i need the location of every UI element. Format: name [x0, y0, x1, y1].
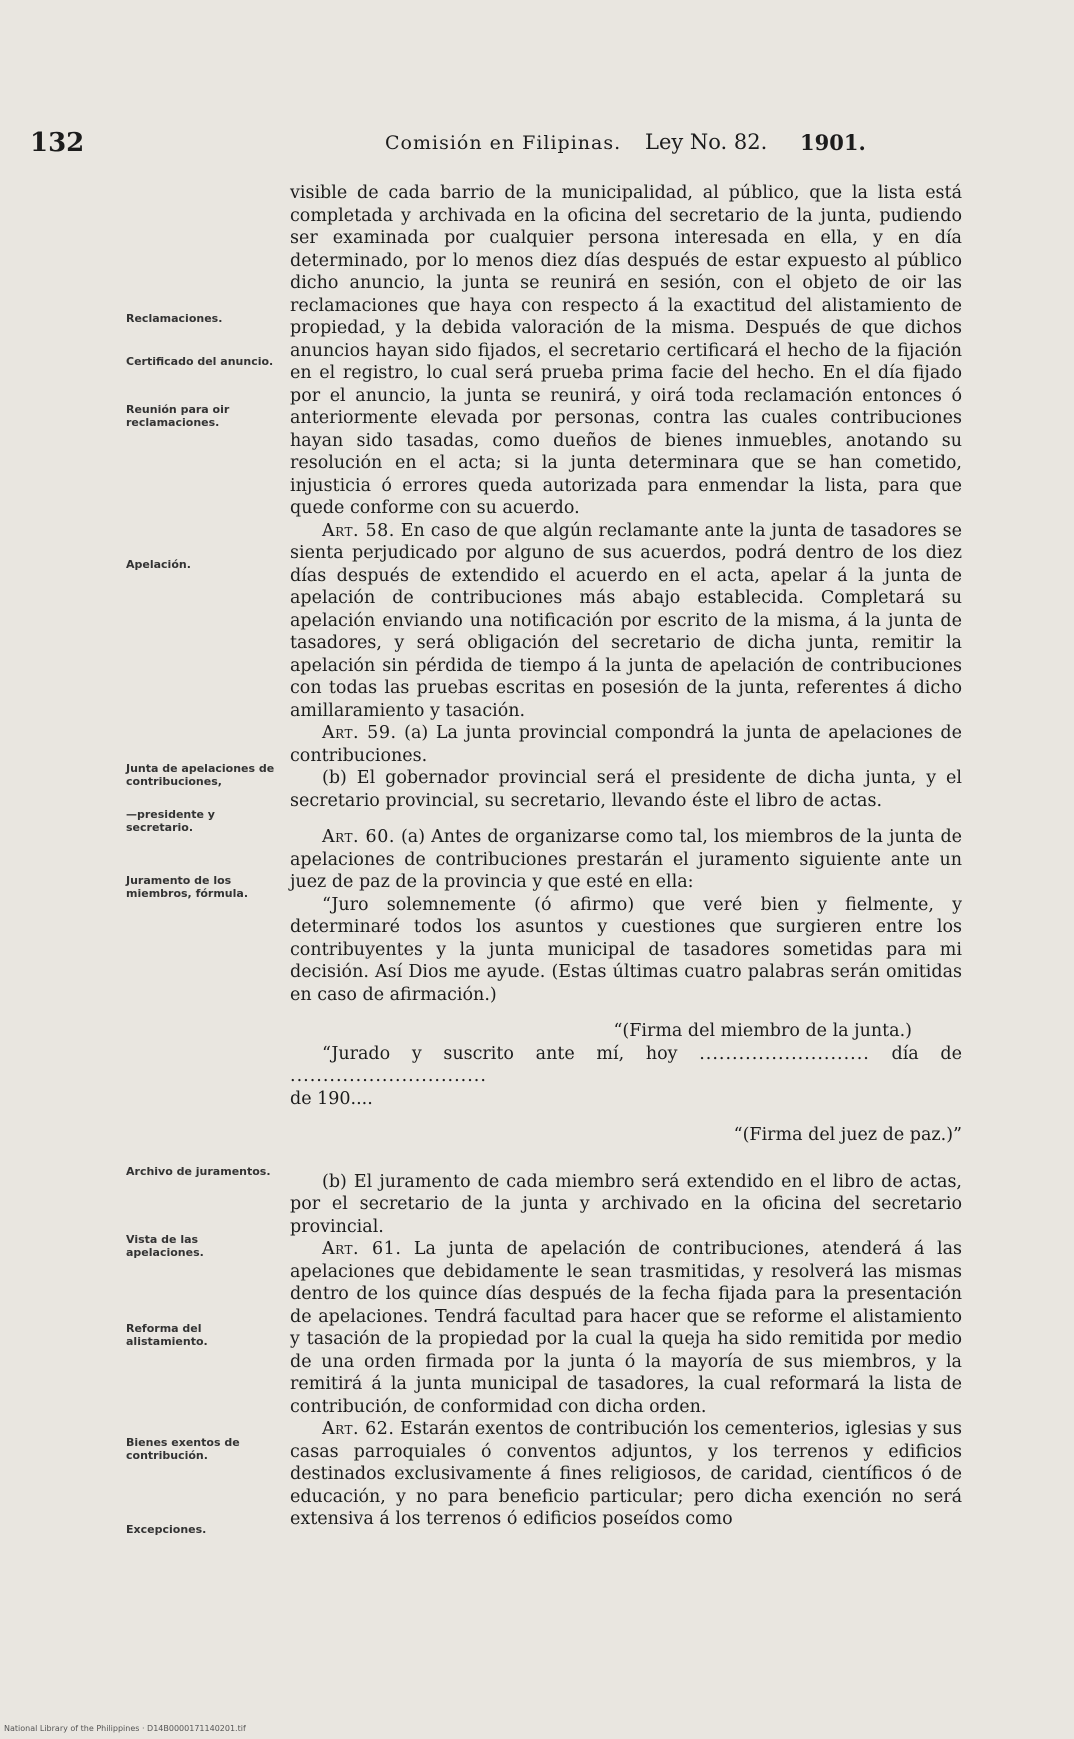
margin-note-reunion: Reunión para oir reclamaciones. [126, 403, 230, 429]
margin-note-presidente: —presidente y secretario. [126, 808, 215, 834]
article-label: Art. 59. [322, 723, 397, 743]
article-label: Art. 61. [322, 1239, 402, 1259]
article-text: Estarán exentos de contribución los cementerios, iglesias y sus casas parroquiales ó conventos adjuntos, y los terrenos y edificios destinados exclusivamente á fines religiosos, de caridad, científicos ó de educación, y no para beneficio particular; pero dicha exención no será extensiva á los terrenos ó edificios poseídos como [290, 1419, 962, 1529]
sworn-line [290, 1043, 962, 1088]
scan-credit: National Library of the Philippines · D14B0000171140201.tif [4, 1724, 246, 1733]
article-text: (a) La junta provincial compondrá la junta de apelaciones de contribuciones. [290, 723, 962, 766]
year: 1901. [800, 130, 866, 155]
article-60b: (b) El juramento de cada miembro será extendido en el libro de actas, por el secretario de la junta y archivado en la oficina del secretario provincial. [290, 1171, 962, 1237]
margin-note-certificado: Certificado del anuncio. [126, 355, 274, 368]
sworn-year: de 190.... [290, 1088, 373, 1109]
margin-note-archivo: Archivo de juramentos. [126, 1165, 271, 1178]
margin-note-junta-apelaciones: Junta de apelaciones de contribuciones, [126, 762, 275, 788]
margin-note-vista: Vista de las apelaciones. [126, 1233, 204, 1259]
article-59b: (b) El gobernador provincial será el presidente de dicha junta, y el secretario provincial, su secretario, llevando éste el libro de actas. [290, 768, 962, 811]
article-label: Art. 60. [322, 827, 395, 847]
article-61 [290, 1238, 962, 1418]
article-label: Art. 62. [322, 1419, 395, 1439]
article-text: (a) Antes de organizarse como tal, los miembros de la junta de apelaciones de contribuciones prestarán el juramento siguiente ante un juez de paz de la provincia y que esté en ella: [290, 827, 962, 892]
blank-month: .............................. [290, 1066, 487, 1086]
article-62 [290, 1418, 962, 1531]
member-signature-line: “(Firma del miembro de la junta.) [613, 1021, 912, 1041]
law-number: Ley No. 82. [645, 130, 768, 154]
sworn-start: “Jurado y suscrito ante mí, hoy [322, 1043, 678, 1064]
body-text [290, 182, 962, 1531]
margin-note-reclamaciones: Reclamaciones. [126, 312, 223, 325]
margin-note-excepciones: Excepciones. [126, 1523, 207, 1536]
paragraph: visible de cada barrio de la municipalidad, al público, que la lista está completada y archivada en la oficina del secretario de la junta, pudiendo ser examinada por cualquier persona interesada en ella, y en día determinado, por lo menos diez días después de estar expuesto al público dicho anuncio, la junta se reunirá en sesión, con el objeto de oir las reclamaciones que haya con respecto á la exactitud del alistamiento de propiedad, y la debida valoración de la misma. Después de que dichos anuncios hayan sido fijados, el secretario certificará el hecho de la fijación en el registro, lo cual será prueba prima facie del hecho. En el día fijado por el anuncio, la junta se reunirá, y oirá toda reclamación entonces ó anteriormente elevada por personas, contra las cuales contribuciones hayan sido tasadas, como dueños de bienes inmuebles, anotando su resolución en el acta; si la junta determinara que se han cometido, injusticia ó errores queda autorizada para enmendar la lista, para que quede conforme con su acuerdo. [290, 183, 962, 518]
oath-text: “Juro solemnemente (ó afirmo) que veré bien y fielmente, y determinaré todos los asuntos y cuestiones que surgieren entre los contribuyentes y la junta municipal de tasadores sometidas para mi decisión. Así Dios me ayude. (Estas últimas cuatro palabras serán omitidas en caso de afirmación.) [290, 894, 962, 1005]
page-header [30, 128, 1060, 158]
article-59a [290, 722, 962, 767]
judge-signature-line: “(Firma del juez de paz.)” [733, 1125, 962, 1145]
article-label: Art. 58. [322, 520, 395, 541]
page-number: 132 [30, 128, 85, 158]
article-text: La junta de apelación de contribuciones, atenderá á las apelaciones que debidamente le sean trasmitidas, y resolverá las mismas dentro de los quince días después de la fecha fijada para la presentación de apelaciones. Tendrá facultad para hacer que se reforme el alistamiento y tasación de la propiedad por la cual la queja ha sido remitida por medio de una orden firmada por la junta ó la mayoría de sus miembros, y la remitirá á la junta municipal de tasadores, la cual reformará la lista de contribución, de conformidad con dicha orden. [290, 1239, 962, 1417]
running-head: Comisión en Filipinas. [385, 132, 622, 154]
margin-note-reforma: Reforma del alistamiento. [126, 1322, 208, 1348]
margin-note-juramento: Juramento de los miembros, fórmula. [126, 874, 248, 900]
margin-note-apelacion: Apelación. [126, 558, 191, 571]
blank-day: .......................... [699, 1043, 870, 1064]
article-60a [290, 826, 962, 894]
article-text: En caso de que algún reclamante ante la junta de tasadores se sienta perjudicado por alguno de sus acuerdos, podrá dentro de los diez días después de extendido el acuerdo en el acta, apelar á la junta de apelación de contribuciones más abajo establecida. Completará su apelación enviando una notificación por escrito de la misma, á la junta de tasadores, y será obligación del secretario de dicha junta, remitir la apelación sin pérdida de tiempo á la junta de apelación de contribuciones con todas las pruebas escritas en posesión de la junta, referentes á dicho amillaramiento y tasación. [290, 520, 962, 721]
sworn-mid: día de [891, 1043, 962, 1064]
margin-note-bienes-exentos: Bienes exentos de contribución. [126, 1436, 240, 1462]
article-58 [290, 520, 962, 723]
